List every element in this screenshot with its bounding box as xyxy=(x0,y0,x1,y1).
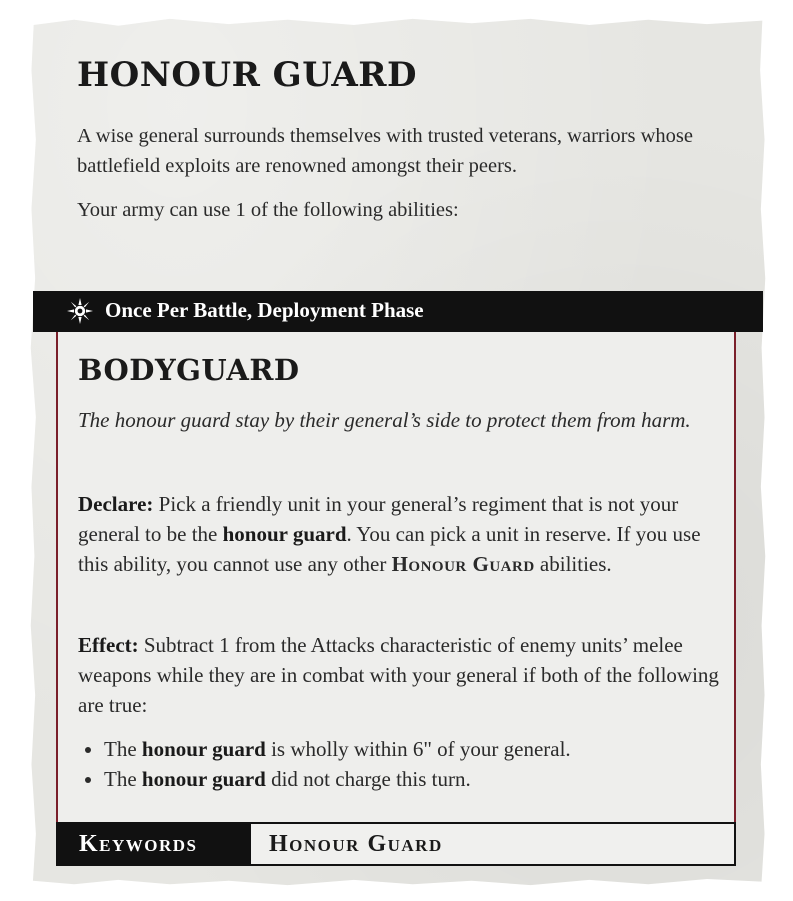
condition-post: is wholly within 6" of your general. xyxy=(265,737,571,761)
flavour-line: The honour guard stay by their general’s side to protect them from harm. xyxy=(78,408,691,432)
phase-label: Once Per Battle, Deployment Phase xyxy=(105,298,424,322)
condition-item xyxy=(104,764,728,794)
card-title: HONOUR GUARD xyxy=(77,55,417,95)
effect-label: Effect: xyxy=(78,633,139,657)
declare-paragraph xyxy=(78,489,728,579)
declare-text-1: Pick a friendly unit in your general’s regiment that is not your general to be the xyxy=(78,492,679,546)
condition-item xyxy=(104,734,728,764)
declare-label: Declare: xyxy=(78,492,154,516)
keywords-bar xyxy=(56,822,736,866)
declare-text-3: abilities. xyxy=(534,552,612,576)
effect-paragraph xyxy=(78,630,728,720)
keywords-value: Honour Guard xyxy=(269,831,443,857)
phase-bar xyxy=(33,291,763,332)
intro-text: A wise general surrounds themselves with trusted veterans, warriors whose battlefield exploits are renowned amongst their peers. xyxy=(77,125,693,177)
intro-section xyxy=(77,121,737,225)
abilities-note: Your army can use 1 of the following abilities: xyxy=(77,199,459,221)
ability-panel xyxy=(56,332,736,822)
declare-keyword: honour guard xyxy=(222,522,347,546)
declare-smallcaps-keyword: Honour Guard xyxy=(391,552,535,576)
sun-burst-icon xyxy=(66,297,94,325)
keywords-label: Keywords xyxy=(58,824,251,864)
condition-pre: The xyxy=(104,737,142,761)
effect-section xyxy=(78,630,728,794)
flavour-text xyxy=(78,405,718,435)
conditions-list xyxy=(78,734,728,794)
condition-keyword: honour guard xyxy=(141,767,266,791)
ability-name: BODYGUARD xyxy=(78,353,300,387)
effect-text: Subtract 1 from the Attacks characteristic of enemy units’ melee weapons while they are in combat with your general if both of the following are true: xyxy=(78,633,719,717)
condition-pre: The xyxy=(104,767,142,791)
declare-section xyxy=(78,489,728,579)
condition-keyword: honour guard xyxy=(141,737,266,761)
condition-post: did not charge this turn. xyxy=(265,767,471,791)
declare-text-2: . You can pick a unit in reserve. If you use this ability, you cannot use any other xyxy=(78,522,701,576)
